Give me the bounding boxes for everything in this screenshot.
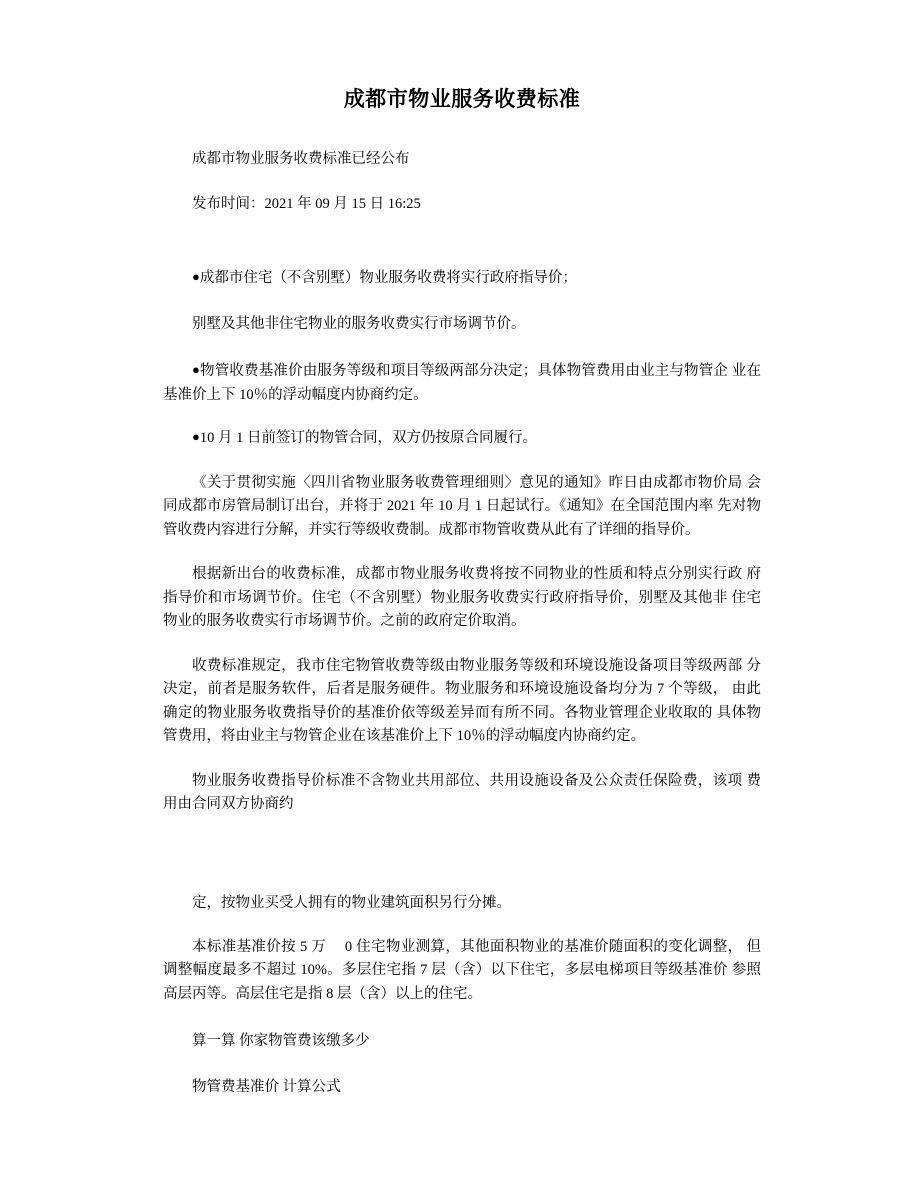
lead-paragraph: 成都市物业服务收费标准已经公布 [192, 151, 410, 168]
paragraph-grade-rules: 收费标准规定，我市住宅物管收费等级由物业服务等级和环境设施设备项目等级两部 分决定，前者是服务软件，后者是服务硬件。物业服务和环境设施设备均分为 7 个等级， 由此确定的物业服务收费指导价的基准价依等级差异而有所不同。各物业管理企业收取的 具体物管费用，将由业主与物管企业在该基准价上下 10％的浮动幅度内协商约定。 [163, 657, 761, 745]
bullet-text: 10 月 1 日前签订的物管合同，双方仍按原合同履行。 [199, 430, 537, 447]
bullet-marker-icon: ● [192, 429, 200, 445]
publish-time: 发布时间：2021 年 09 月 15 日 16:25 [192, 195, 421, 212]
page-title: 成都市物业服务收费标准 [343, 87, 581, 111]
bullet-item-existing-contracts [163, 426, 761, 450]
bullet-item-base-price-composition [163, 359, 761, 407]
bullet-marker-icon: ● [192, 362, 201, 378]
bullet-text: 物管收费基准价由服务等级和项目等级两部分决定；具体物管费用由业主与物管企 业在基准价上下 10％的浮动幅度内协商约定。 [163, 363, 762, 403]
bullet-marker-icon: ● [192, 269, 200, 285]
paragraph-allocation: 定，按物业买受人拥有的物业建筑面积另行分摊。 [192, 894, 511, 911]
paragraph-new-standard-basis: 根据新出台的收费标准，成都市物业服务收费将按不同物业的性质和特点分别实行政 府指导价和市场调节价。住宅（不含别墅）物业服务收费实行政府指导价，别墅及其他非 住宅物业的服务收费实行市场调节价。之前的政府定价取消。 [163, 566, 761, 630]
line-formula-label: 物管费基准价 计算公式 [192, 1078, 341, 1095]
paragraph-area-basis: 本标准基准价按 5 万 0 住宅物业测算，其他面积物业的基准价随面积的变化调整， 但调整幅度最多不超过 10%。多层住宅指 7 层（含）以下住宅，多层电梯项目等级基准价 参照高层丙等。高层住宅是指 8 层（含）以上的住宅。 [163, 938, 761, 1002]
paragraph-excluded-fees: 物业服务收费指导价标准不含物业共用部位、共用设施设备及公众责任保险费，该项 费用由合同双方协商约 [163, 772, 761, 813]
line-calculate-prompt: 算一算 你家物管费该缴多少 [192, 1033, 370, 1050]
bullet-item-government-guide-price [163, 266, 761, 290]
sub-line-market-price: 别墅及其他非住宅物业的服务收费实行市场调节价。 [192, 315, 526, 332]
bullet-text: 成都市住宅（不含别墅）物业服务收费将实行政府指导价； [199, 270, 577, 287]
paragraph-notice-issued: 《关于贯彻实施〈四川省物业服务收费管理细则〉意见的通知》昨日由成都市物价局 会同成都市房管局制订出台，并将于 2021 年 10 月 1 日起试行。《通知》在全国范围内率 先对物管收费内容进行分解，并实行等级收费制。成都市物管收费从此有了详细的指导价。 [163, 474, 761, 538]
document-content [163, 0, 761, 1099]
